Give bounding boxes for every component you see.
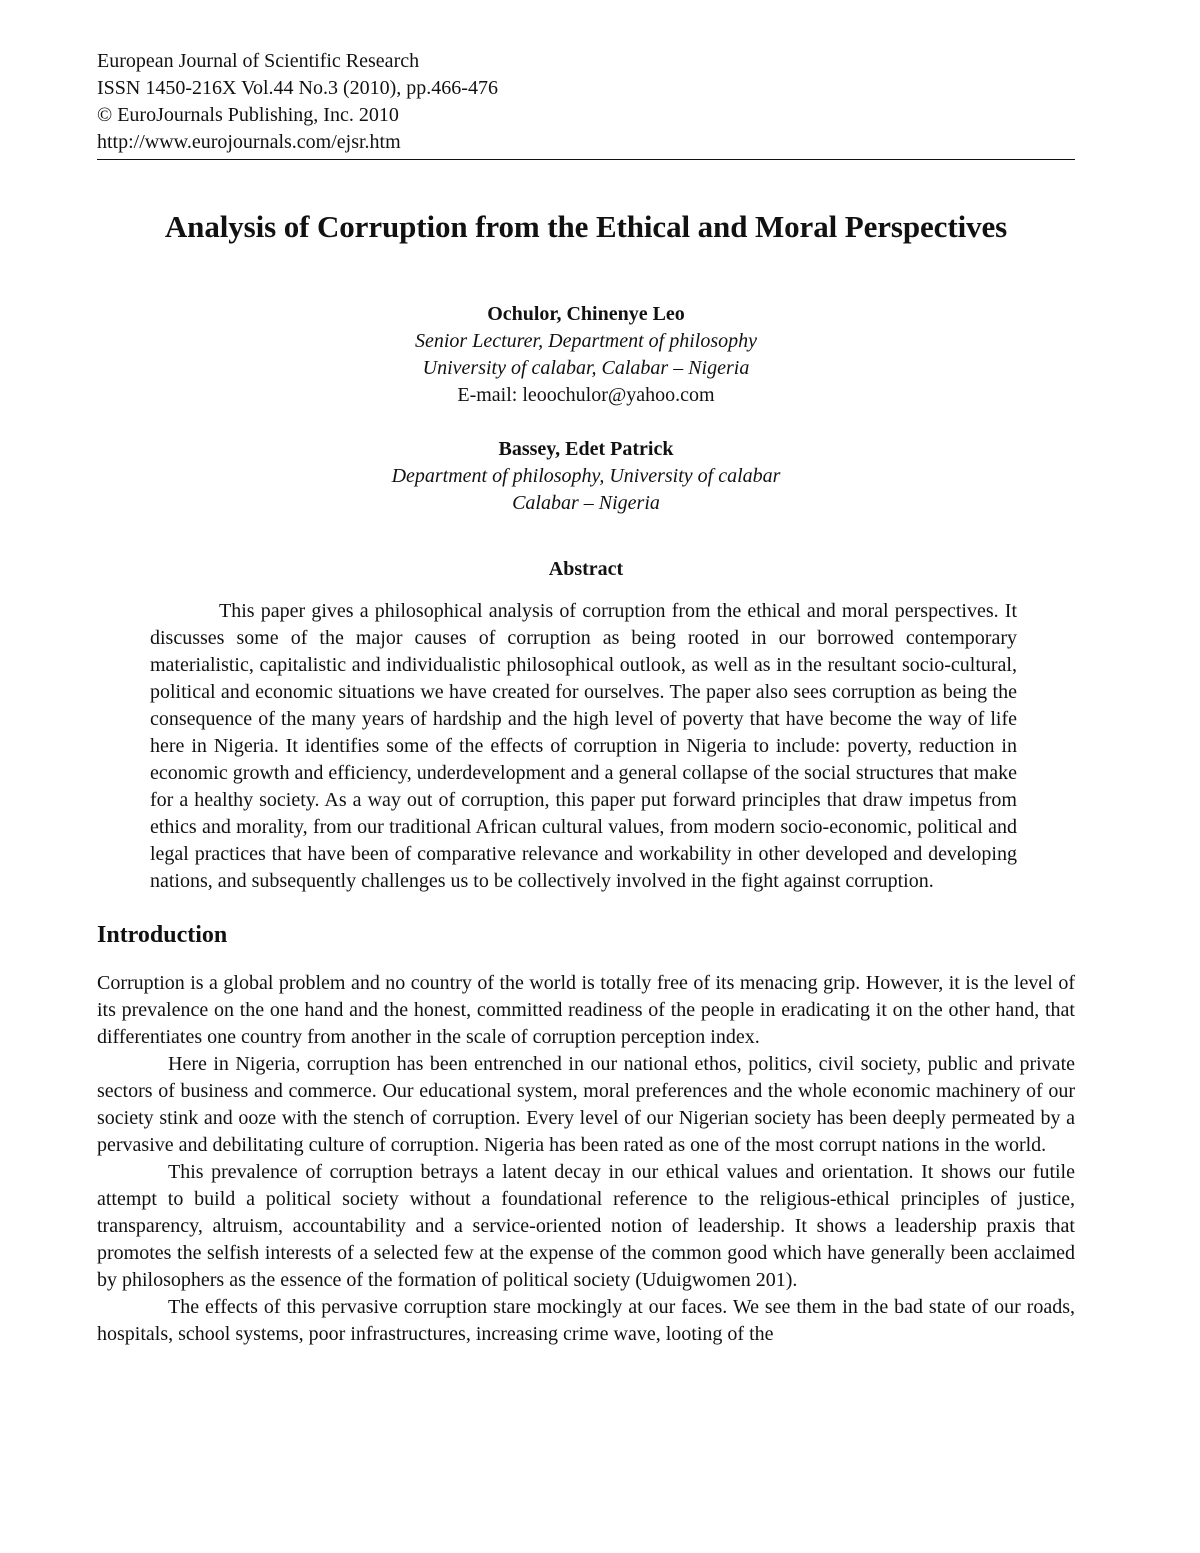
- author-affiliation: Department of philosophy, University of calabar: [391, 465, 781, 487]
- paper-page: [97, 48, 1075, 1348]
- journal-header: [97, 48, 1075, 160]
- body-paragraph: The effects of this pervasive corruption stare mockingly at our faces. We see them in the bad state of our roads, hospitals, school systems, poor infrastructures, increasing crime wave, looting of the: [97, 1295, 1075, 1345]
- author-affiliation: Calabar – Nigeria: [512, 492, 660, 514]
- journal-url[interactable]: http://www.eurojournals.com/ejsr.htm: [97, 131, 401, 153]
- body-paragraph: This prevalence of corruption betrays a latent decay in our ethical values and orientation. It shows our futile attempt to build a political society without a foundational reference to the religious-ethical principles of justice, transparency, altruism, accountability and a service-oriented notion of leadership. It shows a leadership praxis that promotes the selfish interests of a selected few at the expense of the common good which have generally been acclaimed by philosophers as the essence of the formation of political society (Uduigwomen 201).: [97, 1160, 1075, 1291]
- body-paragraph: Here in Nigeria, corruption has been entrenched in our national ethos, politics, civil society, public and private sectors of business and commerce. Our educational system, moral preferences and the whole economic machinery of our society stink and ooze with the stench of corruption. Every level of our Nigerian society has been deeply permeated by a pervasive and debilitating culture of corruption. Nigeria has been rated as one of the most corrupt nations in the world.: [97, 1052, 1075, 1156]
- author-block-2: [97, 436, 1075, 517]
- journal-name: European Journal of Scientific Research: [97, 50, 420, 72]
- abstract-heading: Abstract: [548, 558, 624, 580]
- body-paragraph: Corruption is a global problem and no country of the world is totally free of its menacing grip. However, it is the level of its prevalence on the one hand and the honest, committed readiness of the people in eradicating it on the other hand, that differentiates one country from another in the scale of corruption perception index.: [97, 971, 1075, 1048]
- author-block-1: [97, 301, 1075, 409]
- abstract-text: This paper gives a philosophical analysis of corruption from the ethical and moral perspectives. It discusses some of the major causes of corruption as being rooted in our borrowed contemporary materialistic, capitalistic and individualistic philosophical outlook, as well as in the resultant socio-cultural, political and economic situations we have created for ourselves. The paper also sees corruption as being the consequence of the many years of hardship and the high level of poverty that have become the way of life here in Nigeria. It identifies some of the effects of corruption in Nigeria to include: poverty, reduction in economic growth and efficiency, underdevelopment and a general collapse of the social structures that make for a healthy society. As a way out of corruption, this paper put forward principles that draw impetus from ethics and morality, from our traditional African cultural values, from modern socio-economic, political and legal practices that have been of comparative relevance and workability in other developed and developing nations, and subsequently challenges us to be collectively involved in the fight against corruption.: [150, 600, 1017, 892]
- author-affiliation: Senior Lecturer, Department of philosophy: [414, 330, 757, 352]
- author-name: Bassey, Edet Patrick: [498, 438, 674, 460]
- author-affiliation: University of calabar, Calabar – Nigeria: [422, 357, 750, 379]
- paper-title: Analysis of Corruption from the Ethical and Moral Perspectives: [164, 209, 1008, 244]
- copyright-line: © EuroJournals Publishing, Inc. 2010: [97, 104, 399, 126]
- issn-line: ISSN 1450-216X Vol.44 No.3 (2010), pp.466-476: [97, 77, 498, 99]
- author-email: E-mail: leoochulor@yahoo.com: [457, 384, 715, 406]
- section-heading-introduction: Introduction: [97, 922, 228, 948]
- author-name: Ochulor, Chinenye Leo: [487, 303, 685, 325]
